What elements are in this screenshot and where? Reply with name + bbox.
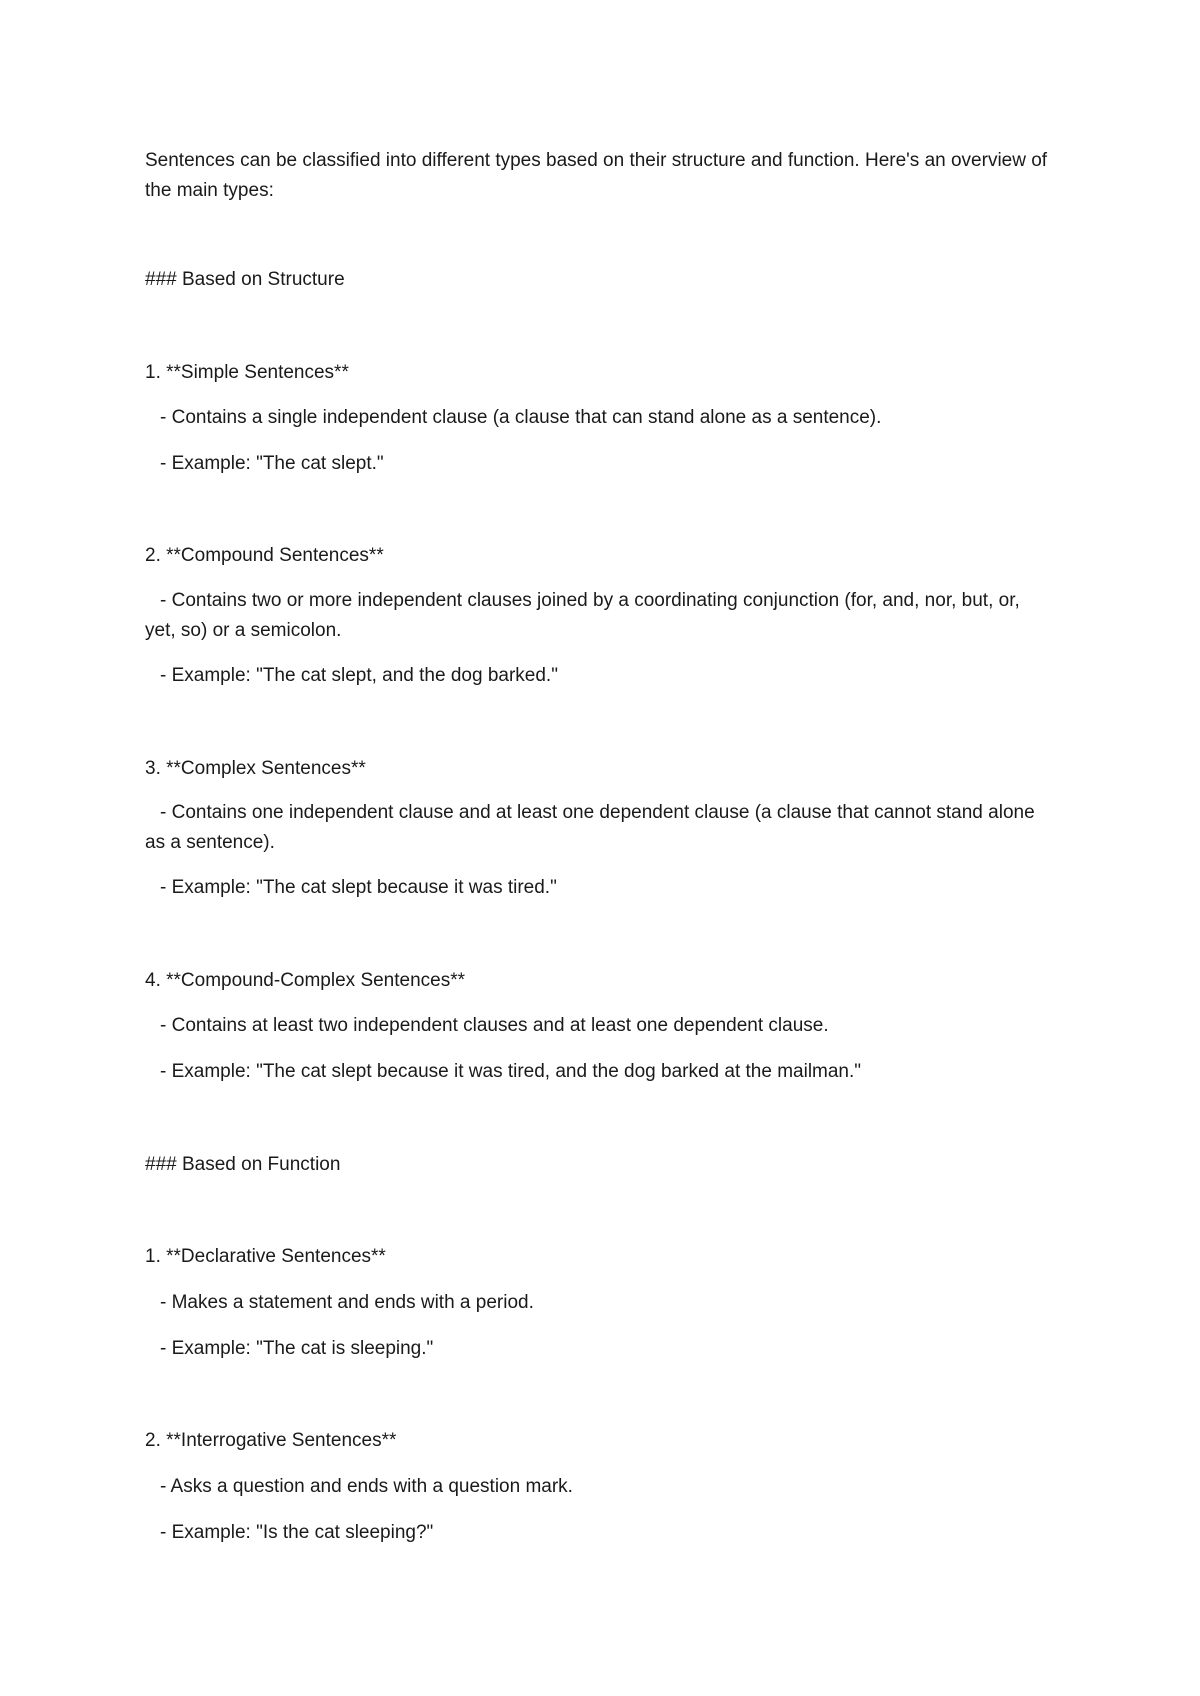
structure-item-desc: - Contains at least two independent clauses and at least one dependent clause. [160,1015,829,1036]
structure-item-title: 3. **Complex Sentences** [145,758,366,779]
structure-item-example: - Example: "The cat slept because it was tired, and the dog barked at the mailman." [160,1061,862,1082]
structure-item-title: 4. **Compound-Complex Sentences** [145,970,466,991]
structure-item-example: - Example: "The cat slept, and the dog barked." [160,665,558,686]
function-item-example: - Example: "The cat is sleeping." [160,1338,434,1359]
structure-item-title: 1. **Simple Sentences** [145,362,349,383]
structure-item-desc-text: - Contains two or more independent clauses joined by a coordinating conjunction (for, and, nor, but, or, yet, so) or a semicolon. [145,590,1020,641]
structure-item-example: - Example: "The cat slept." [160,453,384,474]
function-item-example: - Example: "Is the cat sleeping?" [160,1522,434,1543]
structure-item-desc-text: - Contains one independent clause and at least one dependent clause (a clause that cannot stand alone as a sentence). [145,802,1035,853]
function-item-desc: - Makes a statement and ends with a period. [160,1292,534,1313]
structure-item-desc [145,586,1050,646]
structure-heading: ### Based on Structure [145,269,345,290]
structure-item-title: 2. **Compound Sentences** [145,545,384,566]
structure-item-example: - Example: "The cat slept because it was tired." [160,877,557,898]
function-item-title: 2. **Interrogative Sentences** [145,1430,397,1451]
function-item-title: 1. **Declarative Sentences** [145,1246,386,1267]
function-heading: ### Based on Function [145,1154,341,1175]
intro-paragraph: Sentences can be classified into different types based on their structure and function. Here's an overview of the main types: [145,150,1048,201]
structure-item-desc [145,798,1050,858]
function-item-desc: - Asks a question and ends with a question mark. [160,1476,573,1497]
structure-item-desc: - Contains a single independent clause (a clause that can stand alone as a sentence). [160,407,882,428]
